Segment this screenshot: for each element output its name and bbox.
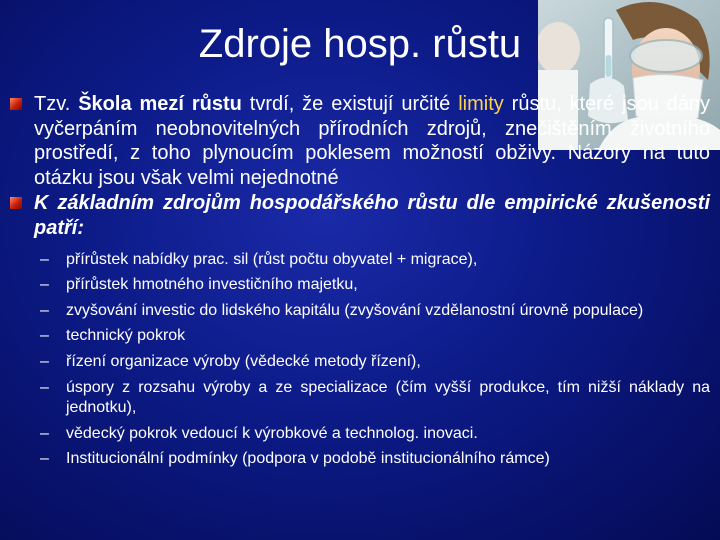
dash-icon: – (40, 276, 49, 294)
dash-icon: – (40, 424, 49, 442)
dash-icon: – (40, 378, 49, 396)
slide-title: Zdroje hosp. růstu (198, 22, 522, 66)
list-item: – přírůstek nabídky prac. sil (růst počtu obyvatel + migrace), (40, 250, 710, 271)
p1-rest: růstu, které jsou dány vyčerpáním neobnovitelných přírodních zdrojů, znečištěním životního prostředí, z toho plynoucím poklesem možností obživy. Názory na tuto otázku jsou však velmi nejednotné (34, 93, 710, 189)
list-item: – Institucionální podmínky (podpora v podobě institucionálního rámce) (40, 449, 710, 470)
slide-body (10, 92, 710, 475)
p1-highlight: limity (458, 93, 504, 115)
dash-icon: – (40, 352, 49, 370)
p2-text: K základním zdrojům hospodářského růstu dle empirické zkušenosti patří: (34, 192, 710, 239)
p1-bold-term: Škola mezí růstu (78, 93, 242, 115)
dash-icon: – (40, 250, 49, 268)
dash-icon: – (40, 450, 49, 468)
list-item: – přírůstek hmotného investičního majetku, (40, 275, 710, 296)
list-item: – úspory z rozsahu výroby a ze specializace (čím vyšší produkce, tím nižší náklady na jednotku), (40, 378, 710, 417)
list-item: – řízení organizace výroby (vědecké metody řízení), (40, 352, 710, 373)
dash-icon: – (40, 301, 49, 319)
p1-mid: tvrdí, že existují určité (241, 93, 459, 115)
list-item: – zvyšování investic do lidského kapitálu (zvyšování vzdělanostní úrovně populace) (40, 301, 710, 322)
bullet-growth-sources (10, 191, 710, 240)
bullet-square-icon (10, 197, 22, 209)
p1-prefix: Tzv. (34, 93, 79, 115)
list-item: – technický pokrok (40, 326, 710, 347)
bullet-schools-of-limits (10, 92, 710, 190)
bullet-square-icon (10, 98, 22, 110)
dash-icon: – (40, 327, 49, 345)
growth-sources-list (10, 250, 710, 470)
list-item: – vědecký pokrok vedoucí k výrobkové a technolog. inovaci. (40, 424, 710, 445)
